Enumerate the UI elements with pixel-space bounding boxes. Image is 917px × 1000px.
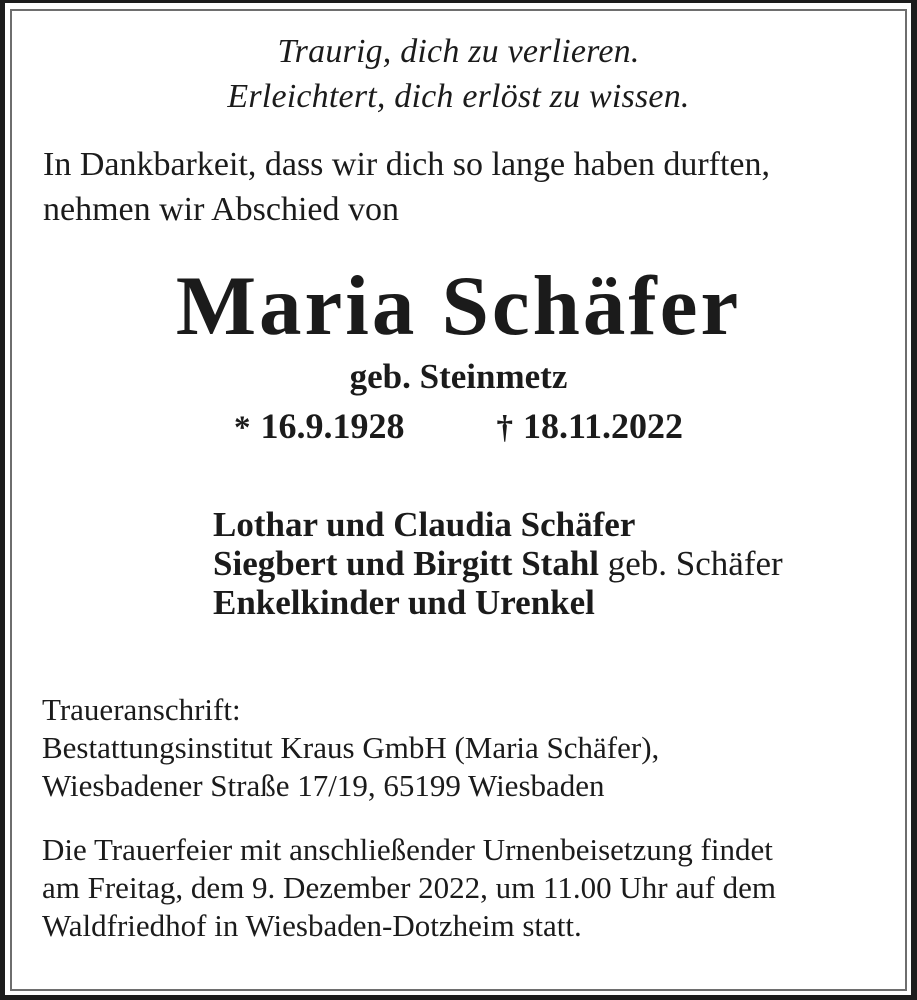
mourner-line-2 [213, 544, 783, 583]
mourning-address [42, 691, 659, 805]
death-date [496, 404, 683, 450]
epigraph-line-1: Traurig, dich zu verlieren. [277, 33, 640, 70]
mourner-line-2-names: Siegbert und Birgitt Stahl [213, 544, 600, 583]
funeral-line-1: Die Trauerfeier mit anschließender Urnenbeisetzung findet [42, 832, 773, 867]
mourner-line-2-maiden: geb. Schäfer [599, 544, 783, 583]
mourning-address-line-2: Wiesbadener Straße 17/19, 65199 Wiesbaden [42, 768, 605, 803]
funeral-line-2: am Freitag, dem 9. Dezember 2022, um 11.00 Uhr auf dem [42, 870, 777, 905]
death-cross-symbol: † [496, 410, 513, 446]
funeral-details [42, 831, 776, 945]
mourner-line-1: Lothar und Claudia Schäfer [213, 505, 636, 544]
life-dates [0, 404, 917, 450]
intro-line-2: nehmen wir Abschied von [43, 191, 399, 228]
intro-line-1: In Dankbarkeit, dass wir dich so lange haben durften, [43, 146, 770, 183]
funeral-line-3: Waldfriedhof in Wiesbaden-Dotzheim statt. [42, 908, 582, 943]
epigraph-line-2: Erleichtert, dich erlöst zu wissen. [227, 78, 690, 115]
mourner-line-3: Enkelkinder und Urenkel [213, 583, 595, 622]
epigraph [0, 29, 917, 119]
birth-date [234, 404, 405, 450]
birth-star-symbol: * [233, 410, 251, 446]
birth-date-value: 16.9.1928 [260, 406, 405, 446]
mourning-address-heading: Traueranschrift: [42, 692, 241, 727]
maiden-name: geb. Steinmetz [349, 357, 568, 396]
deceased-name: Maria Schäfer [175, 259, 742, 353]
mourning-address-line-1: Bestattungsinstitut Kraus GmbH (Maria Schäfer), [42, 730, 660, 765]
mourners-list [213, 505, 783, 622]
intro-paragraph [43, 142, 897, 232]
death-date-value: 18.11.2022 [522, 406, 683, 446]
